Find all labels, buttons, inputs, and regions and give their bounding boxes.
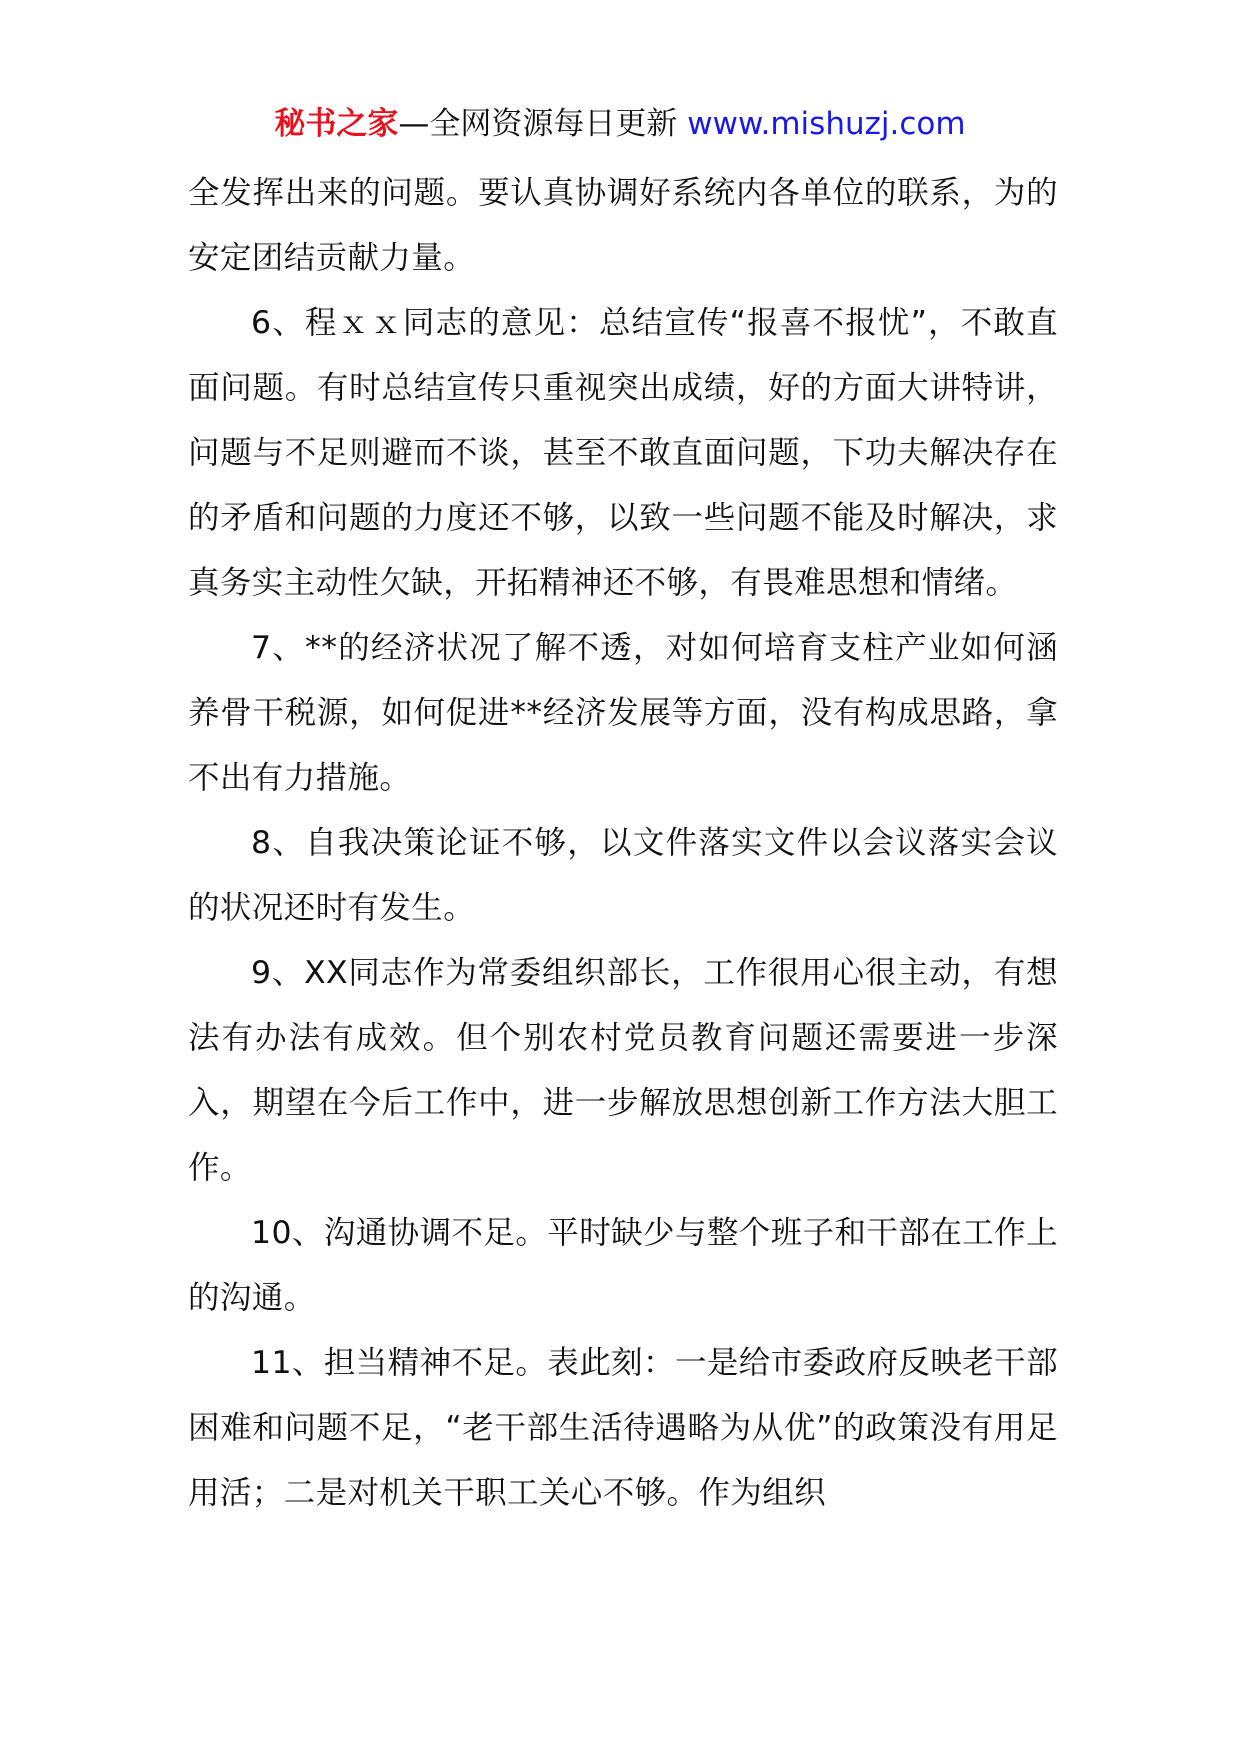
header-brand: 秘书之家 (274, 106, 399, 142)
page-header (0, 102, 1240, 146)
paragraph-continuation: 全发挥出来的问题。要认真协调好系统内各单位的联系，为的安定团结贡献力量。 (188, 175, 1058, 276)
header-tagline: —全网资源每日更新 (398, 106, 678, 142)
paragraph-item-9: 9、XX同志作为常委组织部长，工作很用心很主动，有想法有办法有成效。但个别农村党员教育问题还需要进一步深入，期望在今后工作中，进一步解放思想创新工作方法大胆工作。 (188, 955, 1058, 1186)
document-body (188, 161, 1058, 1526)
paragraph-item-10: 10、沟通协调不足。平时缺少与整个班子和干部在工作上的沟通。 (188, 1215, 1058, 1316)
paragraph-item-7: 7、**的经济状况了解不透，对如何培育支柱产业如何涵养骨干税源，如何促进**经济发展等方面，没有构成思路，拿不出有力措施。 (188, 630, 1058, 796)
header-url-link[interactable]: www.mishuzj.com (687, 106, 966, 142)
paragraph-item-11: 11、担当精神不足。表此刻：一是给市委政府反映老干部困难和问题不足，“老干部生活待遇略为从优”的政策没有用足用活；二是对机关干职工关心不够。作为组织 (188, 1345, 1058, 1511)
paragraph-item-8: 8、自我决策论证不够，以文件落实文件以会议落实会议的状况还时有发生。 (188, 825, 1058, 926)
paragraph-item-6: 6、程ｘｘ同志的意见：总结宣传“报喜不报忧”，不敢直面问题。有时总结宣传只重视突出成绩，好的方面大讲特讲，问题与不足则避而不谈，甚至不敢直面问题，下功夫解决存在的矛盾和问题的力度还不够，以致一些问题不能及时解决，求真务实主动性欠缺，开拓精神还不够，有畏难思想和情绪。 (188, 305, 1058, 601)
